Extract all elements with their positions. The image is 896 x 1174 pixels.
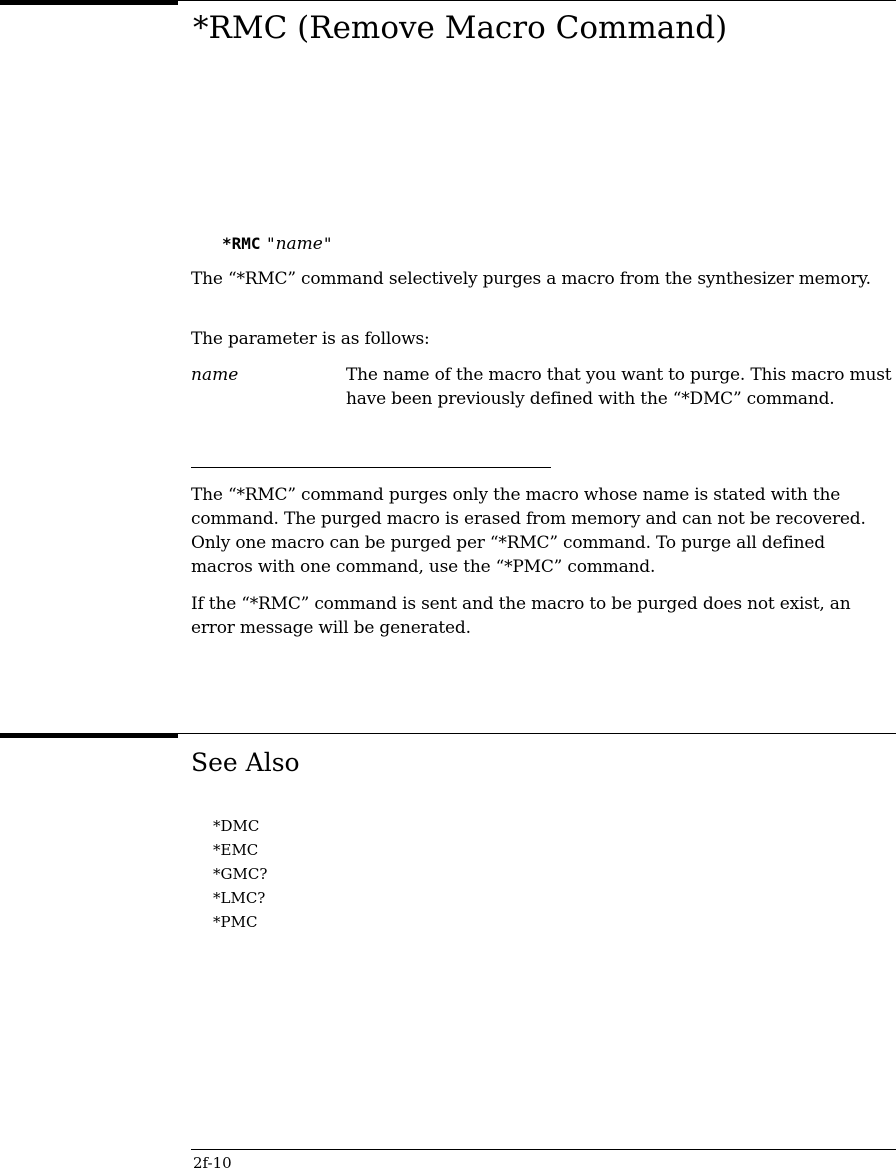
syntax-line (222, 232, 332, 256)
description-intro: The “*RMC” command selectively purges a macro from the synthesizer memory. (191, 269, 871, 289)
see-also-side-bar (0, 733, 178, 738)
see-also-item: *LMC? (213, 889, 266, 907)
see-also-item: *DMC (213, 817, 260, 835)
see-also-item: *EMC (213, 841, 259, 859)
see-also-rule (178, 733, 896, 734)
footer-rule (191, 1149, 896, 1150)
page-number: 2f-10 (193, 1154, 232, 1172)
remarks-paragraph-1: The “*RMC” command purges only the macro whose name is stated with the command. The purged macro is erased from memory and can not be recovered. Only one macro can be purged per “*RMC” command. To purge all defined macros with one command, use the “*PMC” command. (191, 485, 866, 577)
syntax-command: *RMC (222, 234, 261, 253)
see-also-item: *PMC (213, 913, 258, 931)
header-side-bar (0, 0, 178, 5)
remarks-divider (191, 467, 551, 468)
parameter-description: The name of the macro that you want to purge. This macro must have been previously defined with the “*DMC” command. (346, 365, 892, 409)
syntax-open-quote: " (265, 234, 276, 253)
header-rule (178, 0, 896, 1)
parameter-name: name (191, 365, 239, 385)
see-also-title: See Also (191, 748, 300, 777)
syntax-close-quote: " (322, 234, 333, 253)
page-title: *RMC (Remove Macro Command) (193, 10, 728, 46)
see-also-item: *GMC? (213, 865, 268, 883)
see-also-list (213, 814, 267, 934)
remarks-paragraph-2: If the “*RMC” command is sent and the macro to be purged does not exist, an error message will be generated. (191, 594, 851, 638)
syntax-param: name (275, 234, 323, 254)
parameter-intro: The parameter is as follows: (191, 329, 430, 349)
